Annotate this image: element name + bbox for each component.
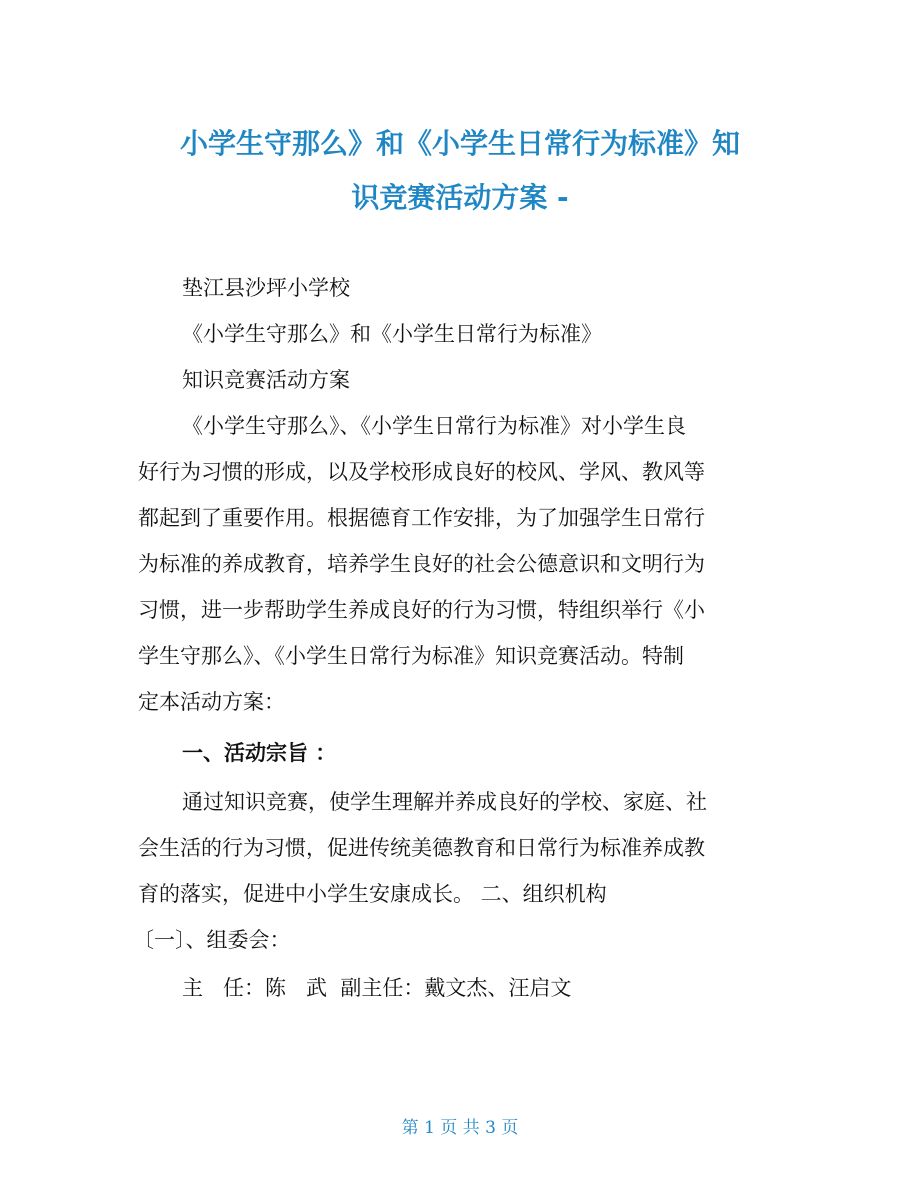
school-name: 垫江县沙坪小学校	[182, 276, 350, 300]
page-footer: 第 1 页 共 3 页	[401, 1118, 519, 1138]
subsection-heading: 〔一〕、组委会：	[133, 928, 291, 952]
paragraph-line: 定本活动方案：	[138, 690, 285, 714]
paragraph-line: 都起到了重要作用。根据德育工作安排，为了加强学生日常行	[138, 506, 705, 530]
paragraph-line: 《小学生守那么》、《小学生日常行为标准》对小学生良	[182, 414, 686, 438]
title-line-1: 小学生守那么》和《小学生日常行为标准》知	[179, 127, 740, 160]
paragraph-line: 育的落实，促进中小学生安康成长。 二、组织机构	[138, 882, 607, 906]
paragraph-line: 学生守那么》、《小学生日常行为标准》知识竞赛活动。特制	[138, 644, 684, 668]
paragraph-line: 习惯，进一步帮助学生养成良好的行为习惯，特组织举行《小	[138, 598, 705, 622]
subtitle-line: 《小学生守那么》和《小学生日常行为标准》	[182, 322, 602, 346]
paragraph-line: 为标准的养成教育，培养学生良好的社会公德意识和文明行为	[138, 552, 705, 576]
committee-line: 主 任：陈 武 副主任：戴文杰、汪启文	[182, 976, 572, 1000]
paragraph-line: 会生活的行为习惯，促进传统美德教育和日常行为标准养成教	[138, 836, 705, 860]
section-heading: 一、活动宗旨 ：	[182, 741, 337, 765]
document-title	[100, 117, 820, 225]
paragraph-line: 好行为习惯的形成，以及学校形成良好的校风、学风、教风等	[138, 460, 705, 484]
paragraph-line: 通过知识竞赛，使学生理解并养成良好的学校、家庭、社	[182, 790, 707, 814]
title-line-2: 识竞赛活动方案 -	[351, 181, 569, 214]
subtitle-line: 知识竞赛活动方案	[182, 368, 350, 392]
